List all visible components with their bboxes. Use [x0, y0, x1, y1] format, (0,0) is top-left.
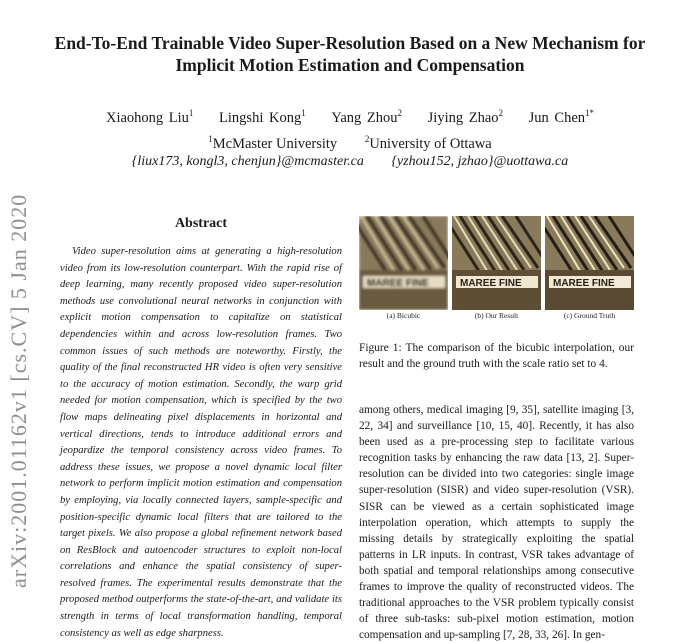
figure-image-our-result [452, 216, 541, 310]
email-group: {yzhou152, jzhao}@uottawa.ca [391, 154, 569, 169]
subfigure-caption-ground-truth: (c) Ground Truth [563, 311, 616, 320]
svg-text:MAREE FINE: MAREE FINE [460, 278, 522, 289]
svg-text:MAREE FINE: MAREE FINE [553, 278, 615, 289]
figure-image-ground-truth [545, 216, 634, 310]
abstract-text: Video super-resolution aims at generating a high-resolution video from its low-resolution counterpart. With the rapid rise of deep learning, many recently proposed video super-resolution methods use convolutional neural networks in conjunction with explicit motion compensation to capitalize on statistical dependencies within and across low-resolution frames. Two common issues of such methods are noteworthy. Firstly, the quality of the final reconstructed HR video is often very sensitive to the accuracy of motion estimation. Secondly, the warp grid needed for motion compensation, which is specified by the two flow maps delineating pixel displacements in horizontal and vertical directions, tends to introduce additional errors and jeopardize the temporal consistency across video frames. To address these issues, we propose a novel dynamic local filter network to perform implicit motion estimation and compensation by employing, via locally connected layers, sample-specific and position-specific dynamic local filters that are tailored to the target pixels. We also propose a global refinement network based on ResBlock and autoencoder structures to exploit non-local correlations and enhance the spatial consistency of super-resolved frames. The experimental results demonstrate that the proposed method outperforms the state-of-the-art, and validate its strength in terms of local transformation handling, temporal consistency as well as edge sharpness. [60, 246, 342, 639]
svg-text:MAREE FINE: MAREE FINE [367, 278, 429, 289]
affiliation: $^1$McMaster University [208, 134, 338, 152]
author: Xiaohong Liu$^1$ [105, 108, 194, 126]
figure-1 [359, 216, 634, 316]
arxiv-stamp: arXiv:2001.01162v1 [cs.CV] 5 Jan 2020 [6, 193, 31, 588]
subfigure-caption-our-result: (b) Our Result [474, 311, 519, 320]
abstract-heading: Abstract [174, 216, 228, 231]
author: Lingshi Kong$^1$ [219, 108, 306, 126]
email-group: {liux173, kongl3, chenjun}@mcmaster.ca [131, 154, 364, 169]
paper-title [40, 32, 660, 76]
figure-caption: Figure 1: The comparison of the bicubic interpolation, our result and the ground truth with the scale ratio set to 4. [359, 342, 634, 370]
affiliation: $^2$University of Ottawa [364, 134, 492, 152]
subfigure-caption-bicubic: (a) Bicubic [386, 311, 421, 320]
author: Jun Chen$^{1*}$ [528, 108, 595, 126]
figure-image-bicubic [359, 216, 448, 310]
author-list [0, 108, 700, 127]
author: Jiying Zhao$^2$ [427, 108, 504, 126]
paper-title-line-2: Implicit Motion Estimation and Compensation [175, 55, 525, 75]
author-emails [0, 154, 700, 170]
affiliations [0, 134, 700, 153]
body-text: among others, medical imaging [9, 35], satellite imaging [3, 22, 34] and surveillance [10, 15, 40]. Recently, it has also been used as a pre-processing step to facilitate various recognition tasks by enhancing the raw data [13, 2]. Super-resolution can be divided into two categories: single image super-resolution (SISR) and video super-resolution (VSR). SISR can be viewed as a certain sophisticated image interpolation operation, which attempts to supply the missing details by strategically exploiting the spatial patterns in LR inputs. In contrast, VSR takes advantage of both spatial and temporal relationships among consecutive frames to improve the quality of reconstructed videos. The traditional approaches to the VSR problem typically consist of three sub-tasks: sub-pixel motion estimation, motion compensation and up-sampling [7, 28, 33, 26]. In gen- [359, 404, 634, 642]
author: Yang Zhou$^2$ [331, 108, 403, 126]
paper-title-line-1: End-To-End Trainable Video Super-Resolution Based on a New Mechanism for [54, 33, 646, 53]
